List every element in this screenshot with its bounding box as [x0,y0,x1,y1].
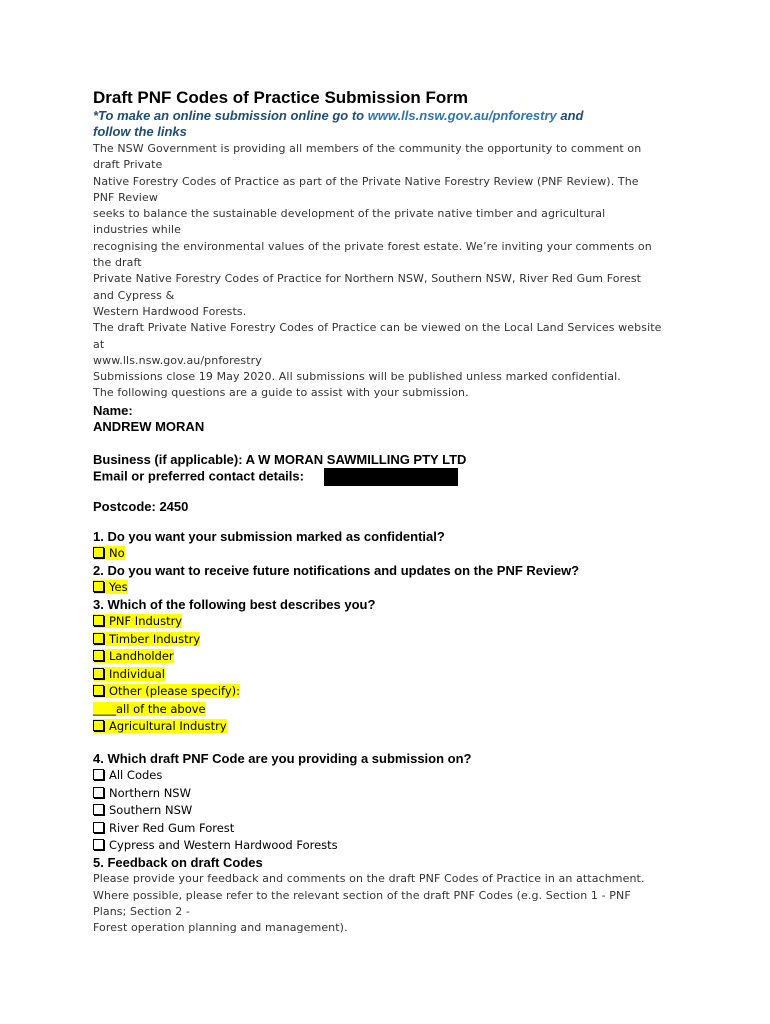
q1-answer-no[interactable] [93,545,683,563]
q3-option-landholder[interactable] [93,648,683,666]
q3-option-timber-industry[interactable] [93,631,683,649]
option-label: Individual [109,666,166,681]
option-label: Southern NSW [109,803,193,818]
email-label: Email or preferred contact details: [93,468,304,484]
q1-answer-label: No [109,546,125,561]
intro-line: recognising the environmental values of the private forest estate. We’re inviting your comments on [93,239,652,253]
feedback-line: Plans; Section 2 - [93,904,190,918]
name-label: Name: [93,402,133,418]
postcode-field: Postcode: 2450 [93,499,189,515]
intro-line: The NSW Government is providing all members of the community the opportunity to comment on [93,142,642,155]
question-5: 5. Feedback on draft Codes [93,854,263,870]
intro-line: seeks to balance the sustainable development of the private native timber and agricultural [93,207,606,221]
intro-line: Submissions close 19 May 2020. All submissions will be published unless marked confidential. [93,370,621,384]
other-specify-text: ____all of the above [93,701,206,716]
checkbox-icon[interactable] [93,804,104,815]
q3-option-agricultural-industry[interactable] [93,718,683,736]
feedback-line: Forest operation planning and management). [93,921,348,935]
checkbox-icon[interactable] [93,581,104,592]
question-2: 2. Do you want to receive future notifications and updates on the PNF Review? [93,562,580,578]
intro-line: at [93,337,105,351]
option-label: All Codes [109,768,163,783]
business-field: Business (if applicable): A W MORAN SAWMILLING PTY LTD [93,451,467,467]
option-label: Northern NSW [109,785,191,800]
option-label: Landholder [109,649,174,664]
intro-line: The following questions are a guide to assist with your submission. [93,386,469,400]
pnforestry-link[interactable]: www.lls.nsw.gov.au/pnforestry [367,108,557,123]
intro-line: The draft Private Native Forestry Codes of Practice can be viewed on the Local Land Services website [93,321,662,335]
checkbox-icon[interactable] [93,769,104,780]
checkbox-icon[interactable] [93,822,104,833]
intro-line: the draft [93,256,142,270]
q2-answer-label: Yes [109,580,128,595]
option-label: Other (please specify): [109,684,241,699]
q3-option-individual[interactable] [93,666,683,684]
question-1: 1. Do you want your submission marked as confidential? [93,528,445,544]
intro-line: PNF Review [93,190,158,204]
q4-option-cypress-western[interactable] [93,837,683,855]
question-4: 4. Which draft PNF Code are you providing a submission on? [93,750,472,766]
online-note-line2: follow the links [93,124,187,139]
form-title: Draft PNF Codes of Practice Submission Form [93,88,469,107]
feedback-line: Where possible, please refer to the relevant section of the draft PNF Codes (e.g. Section 1 - PNF [93,888,631,902]
checkbox-icon[interactable] [93,547,104,558]
checkbox-icon[interactable] [93,650,104,661]
feedback-line: Please provide your feedback and comments on the draft PNF Codes of Practice in an attachment. [93,872,645,886]
intro-line: Western Hardwood Forests. [93,304,247,318]
q2-answer-yes[interactable] [93,579,683,597]
q3-option-other[interactable] [93,683,683,701]
redacted-email-block [324,468,458,486]
intro-paragraph [93,141,683,402]
q4-option-northern-nsw[interactable] [93,785,683,803]
submission-form-page [93,88,683,936]
option-label: River Red Gum Forest [109,820,235,835]
intro-line: www.lls.nsw.gov.au/pnforestry [93,353,262,367]
q3-other-text [93,701,683,719]
checkbox-icon[interactable] [93,787,104,798]
intro-line: Native Forestry Codes of Practice as part of the Private Native Forestry Review (PNF Review). The [93,174,639,188]
online-note-suffix: and [556,108,584,123]
intro-line: Private Native Forestry Codes of Practice for Northern NSW, Southern NSW, River Red Gum Forest [93,272,642,286]
intro-line: industries while [93,223,182,237]
intro-line: and Cypress & [93,288,175,302]
checkbox-icon[interactable] [93,668,104,679]
option-label: Agricultural Industry [109,719,227,734]
option-label: PNF Industry [109,614,183,629]
q4-option-all-codes[interactable] [93,767,683,785]
option-label: Cypress and Western Hardwood Forests [109,838,338,853]
email-field [93,468,683,486]
checkbox-icon[interactable] [93,720,104,731]
checkbox-icon[interactable] [93,615,104,626]
online-submission-note [93,108,683,124]
online-note-prefix: *To make an online submission online go to [93,108,368,123]
checkbox-icon[interactable] [93,685,104,696]
option-label: Timber Industry [109,631,201,646]
checkbox-icon[interactable] [93,839,104,850]
checkbox-icon[interactable] [93,633,104,644]
name-value: ANDREW MORAN [93,419,205,435]
question-3: 3. Which of the following best describes you? [93,596,376,612]
q3-option-pnf-industry[interactable] [93,613,683,631]
intro-line: draft Private [93,158,163,172]
q4-option-southern-nsw[interactable] [93,802,683,820]
q4-option-river-red-gum[interactable] [93,820,683,838]
